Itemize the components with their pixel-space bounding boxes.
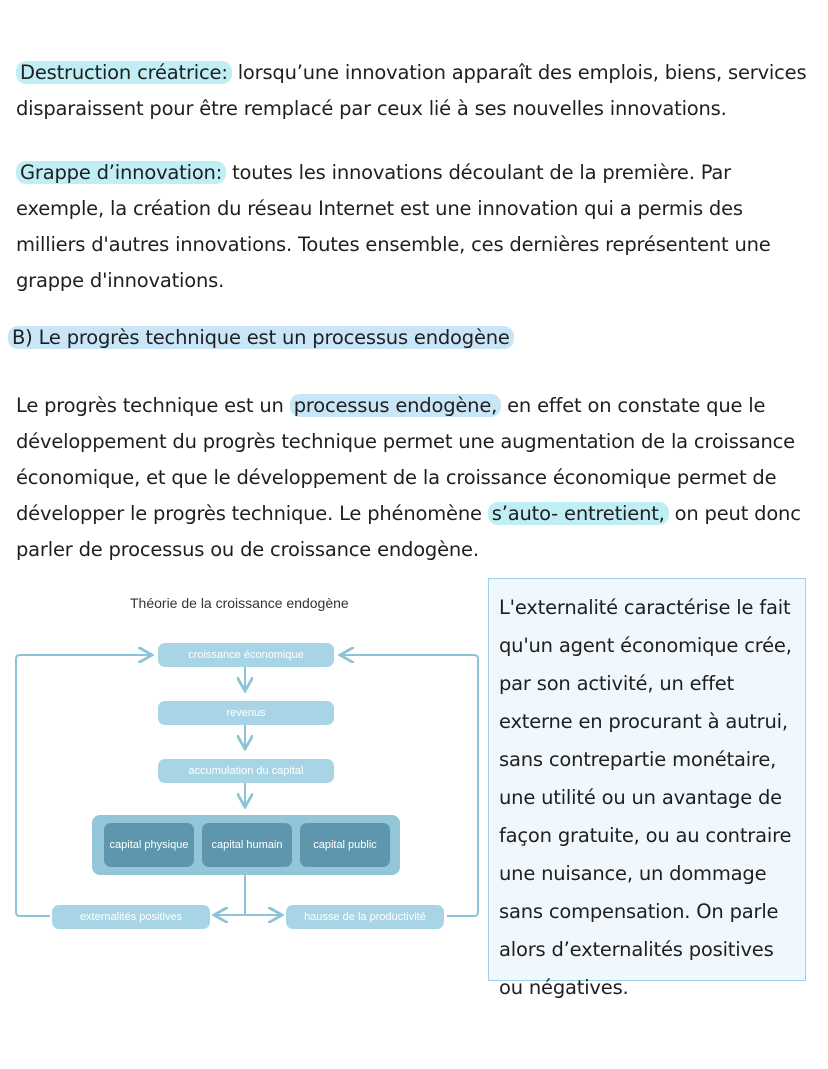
definition-text-2: toutes les innovations découlant de la première. Par exemple, la création du réseau Internet est une innovation qui a permis des milliers d'autres innovations. Toutes ensemble, ces dernières représentent une grappe d'innovations.	[16, 161, 771, 292]
paragraph-part-1: Le progrès technique est un	[16, 394, 290, 417]
paragraph-part-3: on peut donc parler de processus ou de croissance endogène.	[16, 502, 801, 561]
highlight-processus-endogene: processus endogène,	[290, 394, 501, 417]
definition-destruction-creatrice	[16, 55, 816, 127]
paragraph-endogenous	[16, 388, 816, 568]
section-heading	[8, 320, 514, 356]
highlight-auto-entretient: s’auto- entretient,	[488, 502, 669, 525]
paragraph-part-2: en effet on constate que le développement du progrès technique permet une augmentation de la croissance économique, et que le développement de la croissance économique permet de développer le progrès technique. Le phénomène	[16, 394, 795, 525]
arrow-left-loop	[16, 655, 150, 916]
diagram-title: Théorie de la croissance endogène	[130, 595, 349, 611]
section-heading-text: B) Le progrès technique est un processus endogène	[8, 326, 514, 349]
box-externalites-positives: externalités positives	[52, 905, 210, 929]
externality-definition-box: L'externalité caractérise le fait qu'un agent économique crée, par son activité, un effet externe en procurant à autrui, sans contrepartie monétaire, une utilité ou un avantage de façon gratuite, ou au contraire une nuisance, un dommage sans compensation. On parle alors d’externalités positives ou négatives.	[488, 578, 806, 981]
term-grappe-innovation: Grappe d’innovation:	[16, 161, 226, 184]
box-capital-public: capital public	[300, 823, 390, 867]
box-revenus: revenus	[158, 701, 334, 725]
box-croissance-economique: croissance économique	[158, 643, 334, 667]
arrow-right-loop	[342, 655, 478, 916]
box-capital-physique: capital physique	[104, 823, 194, 867]
definition-text-1: lorsqu’une innovation apparaît des emplois, biens, services disparaissent pour être remplacé par ceux lié à ses nouvelles innovations.	[16, 61, 807, 120]
definition-grappe-innovation	[16, 155, 816, 299]
endogenous-growth-diagram	[10, 585, 485, 945]
term-destruction-creatrice: Destruction créatrice:	[16, 61, 232, 84]
box-capital-humain: capital humain	[202, 823, 292, 867]
arrow-capital-split	[222, 875, 278, 915]
box-accumulation-capital: accumulation du capital	[158, 759, 334, 783]
box-hausse-productivite: hausse de la productivité	[286, 905, 444, 929]
